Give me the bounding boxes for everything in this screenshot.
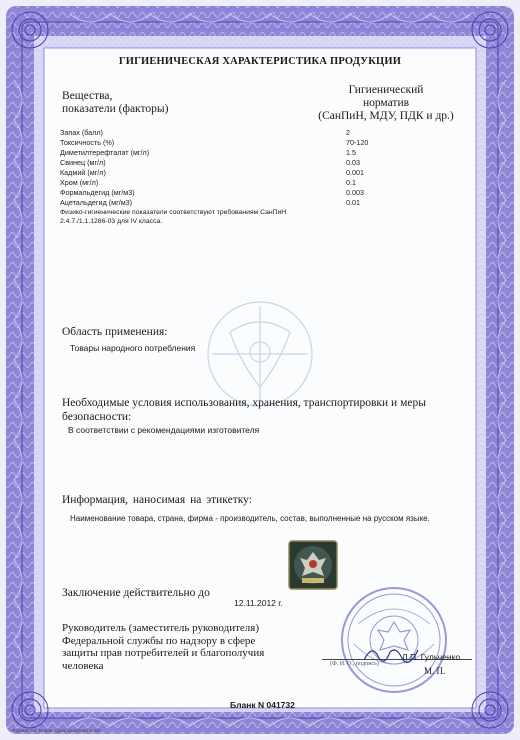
signatory-title-line: Федеральной службы по надзору в сфере	[62, 634, 256, 647]
document-title: ГИГИЕНИЧЕСКАЯ ХАРАКТЕРИСТИКА ПРОДУКЦИИ	[118, 56, 402, 67]
hologram-sticker	[288, 540, 338, 590]
norm-header-line: (СанПиН, МДУ, ПДК и др.)	[318, 110, 454, 122]
validity-label: Заключение действительно до	[62, 587, 210, 599]
indicator-value: 70-120	[346, 138, 369, 147]
compliance-note	[60, 208, 286, 226]
indicator-row	[60, 158, 420, 168]
indicator-row	[60, 178, 420, 188]
indicator-row	[60, 128, 420, 138]
indicator-row	[60, 148, 420, 158]
indicator-name: Запах (балл)	[60, 128, 103, 137]
footer-note: Формат А4. Бланк. Срок хранения 5 лет.	[12, 729, 102, 734]
indicator-name: Диметилтерефталат (мг/л)	[60, 148, 150, 157]
indicator-row	[60, 168, 420, 178]
indicator-value: 0.03	[346, 158, 360, 167]
conditions-value: В соответствии с рекомендациями изготовителя	[68, 425, 260, 435]
indicators-header	[62, 90, 168, 116]
indicator-value: 2	[346, 128, 350, 137]
indicator-value: 0.001	[346, 168, 364, 177]
indicator-name: Ацетальдегид (мг/м3)	[60, 198, 133, 207]
indicator-name: Формальдегид (мг/м3)	[60, 188, 135, 197]
indicator-value: 0.003	[346, 188, 364, 197]
indicator-name: Свинец (мг/л)	[60, 158, 106, 167]
indicators-header-line: Вещества,	[62, 90, 113, 102]
watermark-emblem	[190, 292, 330, 412]
indicator-row	[60, 198, 420, 208]
scope-label: Область применения:	[62, 326, 168, 338]
indicator-value: 0.01	[346, 198, 360, 207]
indicator-value: 1.5	[346, 148, 356, 157]
signatory-title-line: человека	[62, 659, 104, 672]
signature-caption: (Ф. И. О., подпись)	[330, 661, 379, 667]
conditions-label	[62, 396, 426, 424]
norm-header	[306, 84, 466, 123]
conditions-label-line: безопасности:	[62, 411, 132, 423]
indicator-row	[60, 138, 420, 148]
form-number: Бланк N 041732	[230, 700, 295, 710]
label-info-label: Информация, наносимая на этикетку:	[62, 494, 252, 506]
signer-name: Л.П. Гульченко	[402, 652, 461, 662]
scope-value: Товары народного потребления	[70, 343, 196, 353]
stamp-place: М. П.	[424, 666, 446, 676]
signatory-title	[62, 622, 264, 672]
norm-header-line: норматив	[362, 97, 410, 109]
norm-header-line: Гигиенический	[348, 84, 424, 96]
validity-date: 12.11.2012 г.	[234, 598, 283, 608]
indicator-name: Токсичность (%)	[60, 138, 115, 147]
indicators-header-line: показатели (факторы)	[62, 103, 169, 115]
indicator-name: Кадмий (мг/л)	[60, 168, 106, 177]
label-info-value: Наименование товара, страна, фирма - производитель, состав, выполненные на русском языке.	[70, 514, 430, 523]
indicator-name: Хром (мг/л)	[60, 178, 99, 187]
compliance-note-line: 2.4.7./1.1.1286-03 для IV класса.	[60, 218, 163, 225]
signatory-title-line: защиты прав потребителей и благополучия	[62, 647, 265, 659]
indicator-row	[60, 188, 420, 198]
conditions-label-line: Необходимые условия использования, хранения, транспортировки и меры	[62, 397, 426, 409]
indicator-value: 0.1	[346, 178, 356, 187]
signatory-title-line: Руководитель (заместитель руководителя)	[62, 622, 259, 634]
compliance-note-line: Физико-гигиенические показатели соответствуют требованиям СанПиН	[60, 209, 287, 216]
